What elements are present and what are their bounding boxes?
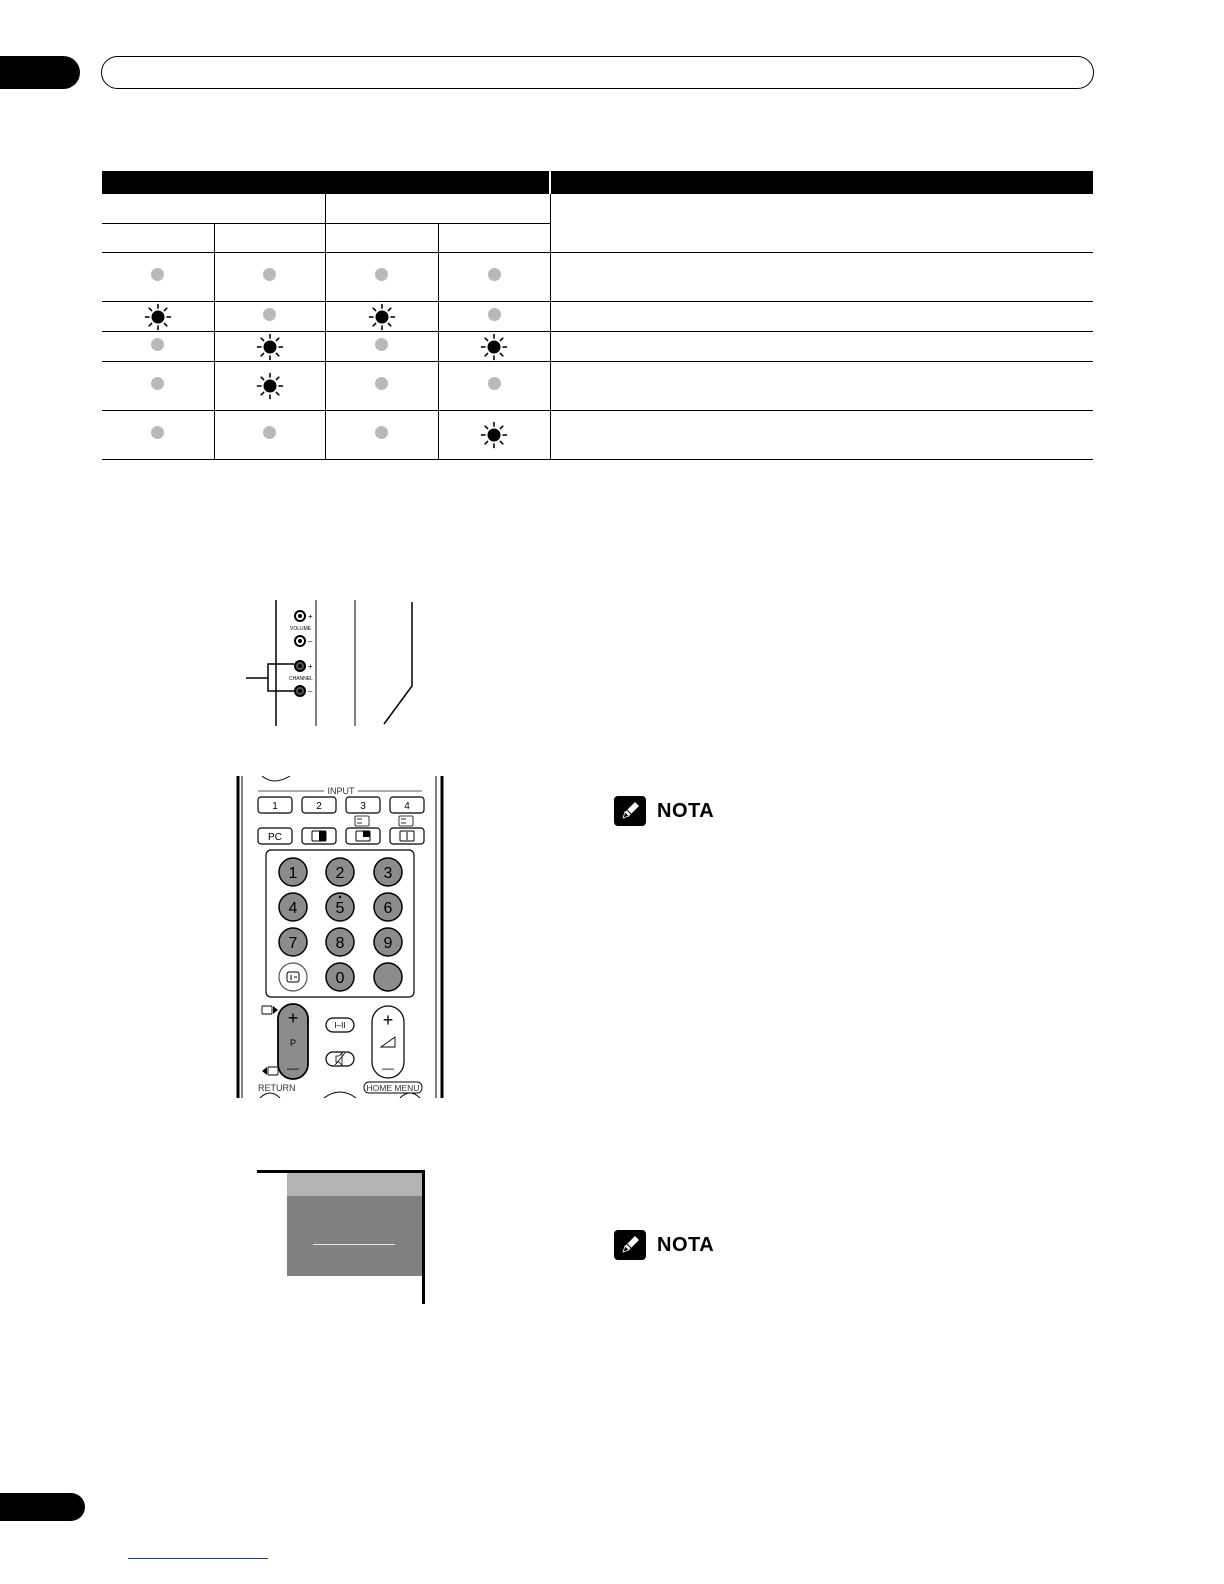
home-menu-label <box>364 1082 422 1093</box>
pc-button[interactable] <box>258 828 292 844</box>
tv-side-panel-drawing <box>246 600 416 726</box>
numpad-3-button[interactable] <box>374 858 402 886</box>
table-header-row <box>102 171 1093 194</box>
indicator-cell <box>438 362 550 411</box>
subheader-cell-description <box>550 194 1093 253</box>
led-off-icon <box>263 426 276 439</box>
volume-rocker[interactable] <box>372 1006 404 1078</box>
svg-text:5: 5 <box>335 900 345 917</box>
volume-plus-button[interactable] <box>295 611 305 621</box>
svg-text:PC: PC <box>268 832 282 843</box>
svg-text:I–II: I–II <box>334 1021 346 1030</box>
indicator-cell <box>325 302 438 332</box>
table-row <box>102 411 1093 460</box>
program-up-sign: + <box>287 1008 299 1028</box>
program-down-sign: — <box>287 1061 299 1075</box>
svg-text:8: 8 <box>335 935 345 952</box>
svg-text:9: 9 <box>383 935 393 952</box>
header-cell-status <box>550 171 1093 194</box>
return-label: RETURN <box>258 1083 296 1093</box>
svg-text:1: 1 <box>288 865 298 882</box>
svg-text:HOME MENU: HOME MENU <box>366 1083 420 1093</box>
numpad-7-button[interactable] <box>279 928 307 956</box>
teletext-next-icon <box>262 1006 278 1014</box>
led-off-icon <box>488 308 501 321</box>
teletext-prev-icon <box>262 1067 278 1075</box>
volume-minus-button[interactable] <box>295 636 305 646</box>
numpad-9-button[interactable] <box>374 928 402 956</box>
led-off-icon <box>375 377 388 390</box>
table-row <box>102 332 1093 362</box>
indicator-cell <box>102 253 214 302</box>
led-lit-icon <box>144 303 172 331</box>
remote-drawing <box>236 776 446 1098</box>
input-2-button[interactable] <box>302 797 336 813</box>
led-off-icon <box>151 338 164 351</box>
volume-plus-sign: + <box>308 612 313 621</box>
indicator-cell <box>325 332 438 362</box>
table-row <box>102 362 1093 411</box>
svg-text:1: 1 <box>272 801 278 812</box>
svg-text:2: 2 <box>335 865 345 882</box>
teletext-size-button[interactable] <box>390 828 424 844</box>
indicator-cell <box>214 411 325 460</box>
led-lit-icon <box>368 303 396 331</box>
indicator-cell <box>438 411 550 460</box>
numpad-4-button[interactable] <box>279 893 307 921</box>
led-lit-icon <box>256 333 284 361</box>
led-off-icon <box>488 268 501 281</box>
numpad-2-button[interactable] <box>326 858 354 886</box>
indicator-cell <box>325 411 438 460</box>
info-button[interactable] <box>279 963 307 991</box>
indicator-cell <box>214 302 325 332</box>
numpad-1-button[interactable] <box>279 858 307 886</box>
led-off-icon <box>151 377 164 390</box>
numpad-5-button[interactable] <box>326 893 354 921</box>
channel-label: CHANNEL <box>289 676 313 682</box>
indicator-cell <box>102 332 214 362</box>
svg-text:3: 3 <box>360 801 366 812</box>
table-subheader-row <box>102 194 1093 224</box>
table-row <box>102 253 1093 302</box>
osd-body <box>287 1196 422 1276</box>
blank-button[interactable] <box>374 963 402 991</box>
led-off-icon <box>375 338 388 351</box>
indicator-cell <box>438 332 550 362</box>
svg-text:6: 6 <box>383 900 393 917</box>
header-bar <box>101 56 1094 89</box>
pencil-icon <box>614 796 646 826</box>
indicator-cell <box>214 332 325 362</box>
input-1-button[interactable] <box>258 797 292 813</box>
indicator-cell <box>102 411 214 460</box>
osd-screen-illustration <box>257 1170 427 1305</box>
indicator-cell <box>438 253 550 302</box>
indicator-table <box>102 171 1093 463</box>
svg-text:3: 3 <box>383 865 393 882</box>
note-heading-1 <box>614 796 754 828</box>
description-cell <box>550 253 1093 302</box>
indicator-cell <box>214 253 325 302</box>
svg-text:4: 4 <box>288 900 298 917</box>
led-off-icon <box>375 268 388 281</box>
description-cell <box>550 302 1093 332</box>
teletext-hold-icon <box>355 816 369 826</box>
numpad-6-button[interactable] <box>374 893 402 921</box>
header-cell-indicators <box>102 171 550 194</box>
led-lit-icon <box>480 421 508 449</box>
volume-minus-sign: – <box>308 637 313 646</box>
pencil-icon <box>614 1230 646 1260</box>
svg-text:0: 0 <box>335 970 345 987</box>
indicator-cell <box>214 362 325 411</box>
led-lit-icon <box>480 333 508 361</box>
subheader-cell-group-1 <box>102 194 325 224</box>
input-4-button[interactable] <box>390 797 424 813</box>
led-off-icon <box>263 268 276 281</box>
indicator-cell <box>102 302 214 332</box>
led-off-icon <box>263 308 276 321</box>
subheader-cell <box>325 224 438 253</box>
numpad-0-button[interactable] <box>326 963 354 991</box>
description-cell <box>550 411 1093 460</box>
numpad-8-button[interactable] <box>326 928 354 956</box>
subheader-cell-group-2 <box>325 194 550 224</box>
mute-button[interactable] <box>326 1052 354 1066</box>
led-off-icon <box>151 268 164 281</box>
subheader-cell <box>438 224 550 253</box>
svg-text:4: 4 <box>404 801 410 812</box>
led-off-icon <box>375 426 388 439</box>
split-screen-button[interactable] <box>302 828 336 844</box>
indicator-cell <box>325 362 438 411</box>
volume-up-sign: + <box>382 1010 394 1030</box>
channel-plus-button[interactable] <box>295 661 305 671</box>
description-cell <box>550 332 1093 362</box>
volume-down-sign: — <box>382 1061 394 1075</box>
osd-input-line <box>313 1244 395 1245</box>
subheader-cell <box>214 224 325 253</box>
indicator-cell <box>325 253 438 302</box>
channel-minus-button[interactable] <box>295 686 305 696</box>
footer-link-underline <box>128 1558 268 1559</box>
osd-header-bar <box>287 1173 422 1196</box>
audio-mode-button[interactable] <box>326 1018 354 1032</box>
picture-in-picture-button[interactable] <box>346 828 380 844</box>
chapter-tab <box>0 56 80 89</box>
subheader-cell <box>102 224 214 253</box>
note-label: NOTA <box>657 800 715 822</box>
program-label: P <box>289 1038 297 1048</box>
input-3-button[interactable] <box>346 797 380 813</box>
volume-label: VOLUME <box>290 626 312 632</box>
table-row <box>102 302 1093 332</box>
indicator-cell <box>102 362 214 411</box>
note-label: NOTA <box>657 1234 715 1256</box>
channel-plus-sign: + <box>308 662 313 671</box>
remote-control-illustration <box>236 776 446 1098</box>
tv-side-panel-illustration <box>246 600 416 726</box>
program-rocker[interactable] <box>278 1004 308 1079</box>
indicator-cell <box>438 302 550 332</box>
channel-minus-sign: – <box>308 687 313 696</box>
page-number-tab <box>0 1493 85 1521</box>
svg-text:7: 7 <box>288 935 298 952</box>
input-label: INPUT <box>327 786 355 796</box>
led-off-icon <box>151 426 164 439</box>
teletext-reveal-icon <box>399 816 413 826</box>
note-heading-2 <box>614 1230 754 1262</box>
led-lit-icon <box>256 372 284 400</box>
description-cell <box>550 362 1093 411</box>
led-off-icon <box>488 377 501 390</box>
osd-frame-right <box>422 1170 425 1304</box>
svg-text:2: 2 <box>316 801 322 812</box>
